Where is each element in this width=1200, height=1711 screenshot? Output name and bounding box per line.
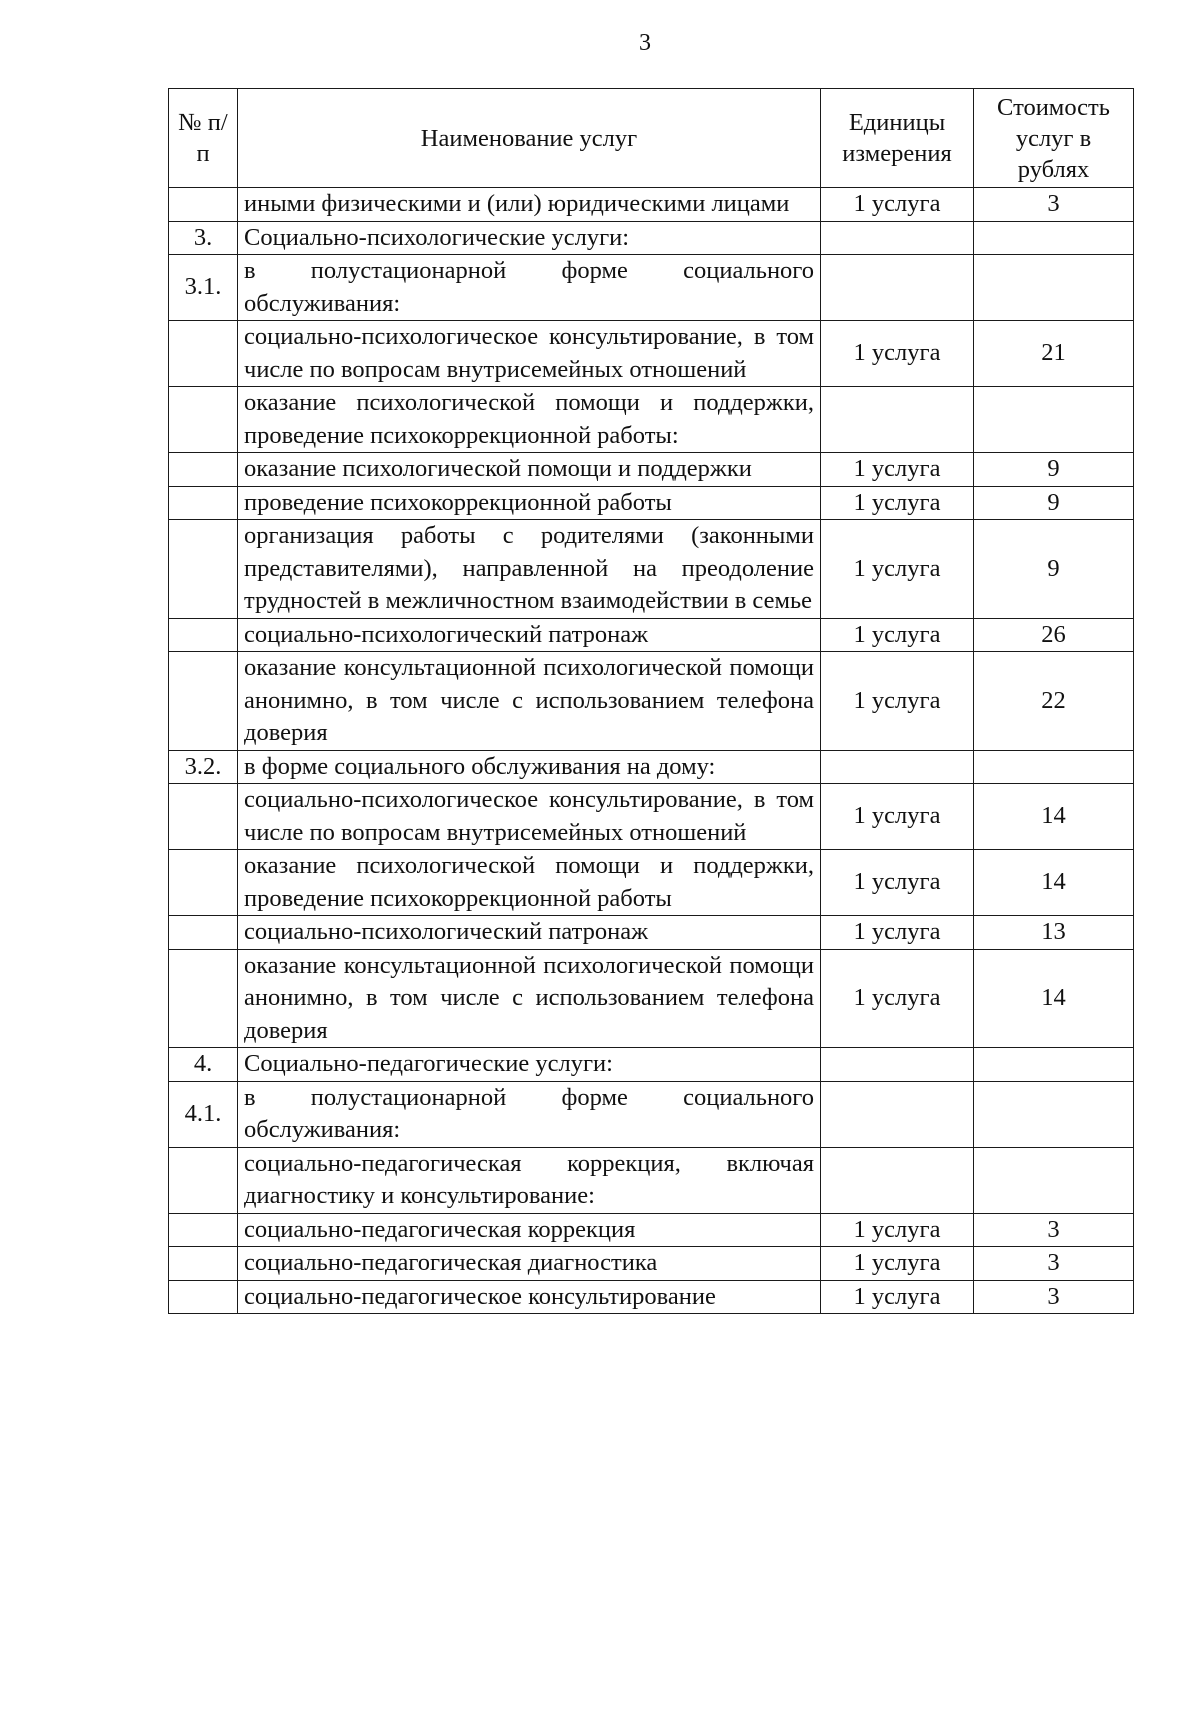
service-price: 14 [974,850,1134,916]
table-header-row [169,89,1134,188]
service-name: социально-психологический патронаж [238,618,821,652]
unit-of-measure: 1 услуга [821,1247,974,1281]
unit-of-measure [821,1048,974,1082]
row-number: 4.1. [169,1081,238,1147]
service-price: 9 [974,486,1134,520]
row-number [169,1213,238,1247]
service-name: социально-педагогическая коррекция [238,1213,821,1247]
table-row [169,850,1134,916]
table-row [169,321,1134,387]
service-name: организация работы с родителями (законными представителями), направленной на преодоление трудностей в межличностном взаимодействии в семье [238,520,821,619]
service-name: оказание психологической помощи и поддержки, проведение психокоррекционной работы [238,850,821,916]
row-number: 3. [169,221,238,255]
service-name: Социально-психологические услуги: [238,221,821,255]
table-row [169,949,1134,1048]
unit-of-measure: 1 услуга [821,1213,974,1247]
page-number: 3 [639,30,651,56]
service-name: социально-психологический патронаж [238,916,821,950]
unit-of-measure [821,1081,974,1147]
service-price [974,750,1134,784]
table-row [169,1213,1134,1247]
table-row [169,520,1134,619]
row-number [169,321,238,387]
row-number [169,652,238,751]
header-price: Стоимость услуг в рублях [974,89,1134,188]
unit-of-measure [821,1147,974,1213]
unit-of-measure [821,221,974,255]
row-number [169,486,238,520]
row-number [169,453,238,487]
table-row [169,255,1134,321]
service-price [974,1147,1134,1213]
row-number [169,784,238,850]
table-row [169,1147,1134,1213]
service-name: Социально-педагогические услуги: [238,1048,821,1082]
service-price [974,387,1134,453]
service-price: 14 [974,784,1134,850]
service-name: оказание психологической помощи и поддержки [238,453,821,487]
service-name: проведение психокоррекционной работы [238,486,821,520]
unit-of-measure: 1 услуга [821,453,974,487]
table-row [169,652,1134,751]
row-number [169,1247,238,1281]
unit-of-measure [821,387,974,453]
row-number [169,387,238,453]
unit-of-measure: 1 услуга [821,618,974,652]
service-name: социально-педагогическая диагностика [238,1247,821,1281]
header-num: № п/п [169,89,238,188]
header-unit: Единицы измерения [821,89,974,188]
service-name: оказание консультационной психологической помощи анонимно, в том числе с использованием телефона доверия [238,949,821,1048]
service-name: социально-психологическое консультирование, в том числе по вопросам внутрисемейных отношений [238,784,821,850]
service-name: иными физическими и (или) юридическими лицами [238,188,821,222]
row-number [169,188,238,222]
unit-of-measure [821,750,974,784]
row-number [169,1147,238,1213]
row-number [169,1280,238,1314]
service-price: 14 [974,949,1134,1048]
table-row [169,618,1134,652]
header-name: Наименование услуг [238,89,821,188]
unit-of-measure [821,255,974,321]
unit-of-measure: 1 услуга [821,652,974,751]
table-row [169,1280,1134,1314]
unit-of-measure: 1 услуга [821,850,974,916]
service-price [974,1048,1134,1082]
table-row [169,750,1134,784]
service-name: социально-педагогическое консультирование [238,1280,821,1314]
service-name: в форме социального обслуживания на дому: [238,750,821,784]
unit-of-measure: 1 услуга [821,520,974,619]
service-name: социально-психологическое консультирование, в том числе по вопросам внутрисемейных отношений [238,321,821,387]
services-table [168,88,1134,1314]
row-number: 4. [169,1048,238,1082]
service-price: 21 [974,321,1134,387]
row-number [169,520,238,619]
table-row [169,188,1134,222]
service-name: в полустационарной форме социального обслуживания: [238,255,821,321]
unit-of-measure: 1 услуга [821,486,974,520]
service-price: 3 [974,1280,1134,1314]
service-price [974,221,1134,255]
service-name: оказание консультационной психологической помощи анонимно, в том числе с использованием телефона доверия [238,652,821,751]
table-row [169,221,1134,255]
service-price: 9 [974,453,1134,487]
service-price [974,255,1134,321]
service-price: 3 [974,1213,1134,1247]
service-price: 22 [974,652,1134,751]
table-row [169,387,1134,453]
table-row [169,1081,1134,1147]
table-row [169,916,1134,950]
table-row [169,486,1134,520]
unit-of-measure: 1 услуга [821,949,974,1048]
service-price: 26 [974,618,1134,652]
table-row [169,1048,1134,1082]
service-price: 13 [974,916,1134,950]
row-number [169,618,238,652]
unit-of-measure: 1 услуга [821,916,974,950]
table-row [169,784,1134,850]
service-price: 3 [974,1247,1134,1281]
unit-of-measure: 1 услуга [821,1280,974,1314]
service-name: оказание психологической помощи и поддержки, проведение психокоррекционной работы: [238,387,821,453]
row-number [169,850,238,916]
row-number [169,916,238,950]
service-price: 3 [974,188,1134,222]
table-row [169,1247,1134,1281]
row-number: 3.2. [169,750,238,784]
table-row [169,453,1134,487]
row-number: 3.1. [169,255,238,321]
unit-of-measure: 1 услуга [821,784,974,850]
service-price [974,1081,1134,1147]
service-price: 9 [974,520,1134,619]
unit-of-measure: 1 услуга [821,321,974,387]
service-name: социально-педагогическая коррекция, включая диагностику и консультирование: [238,1147,821,1213]
service-name: в полустационарной форме социального обслуживания: [238,1081,821,1147]
row-number [169,949,238,1048]
unit-of-measure: 1 услуга [821,188,974,222]
